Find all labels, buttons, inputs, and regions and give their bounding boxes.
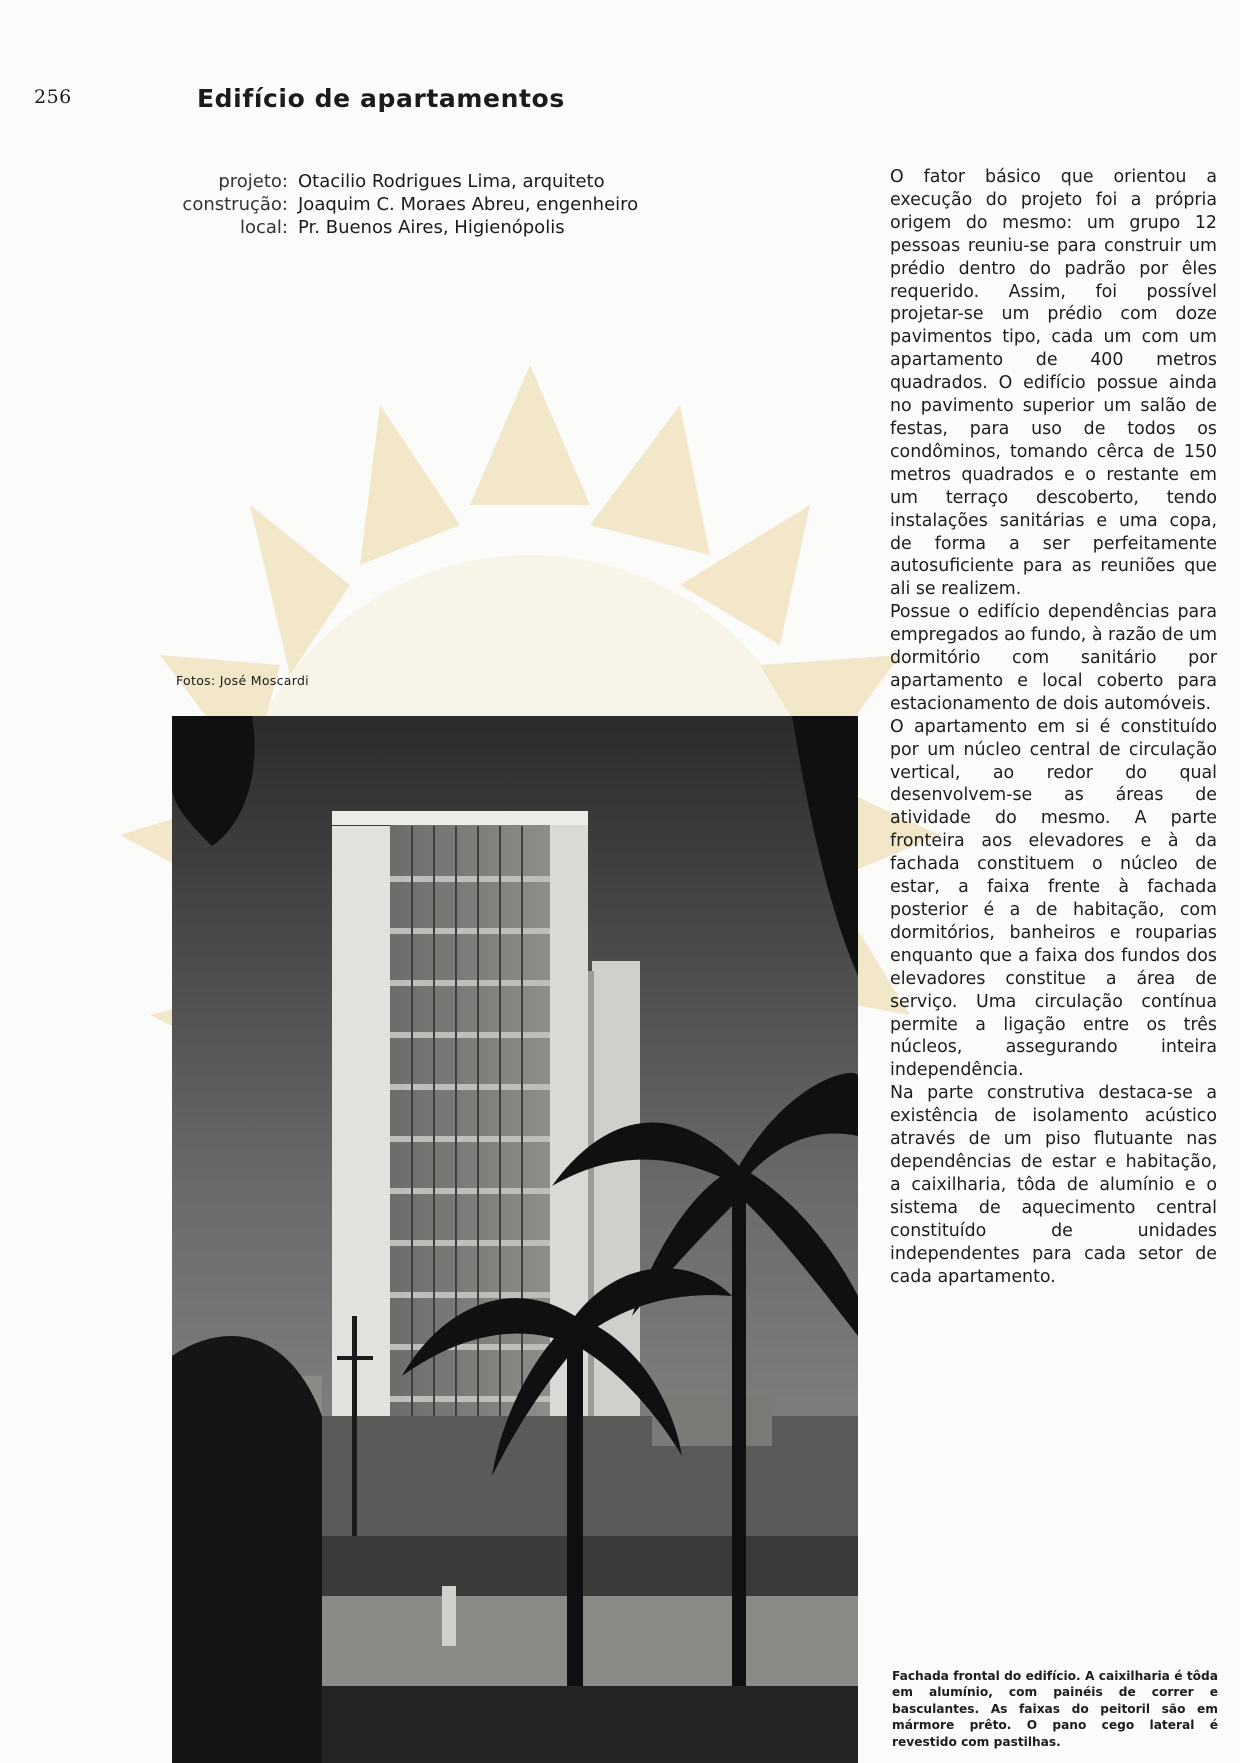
body-paragraph: Na parte construtiva destaca-se a existência de isolamento acústico através de um piso flutuante nas dependências de estar e habitação, a caixilharia, tôda de alumínio e o sistema de aquecimento central constituído de unidades independentes para cada setor de cada apartamento. bbox=[890, 1083, 1217, 1287]
page-number: 256 bbox=[34, 86, 72, 108]
body-paragraph: O apartamento em si é constituído por um núcleo central de circulação vertical, ao redor do qual desenvolvem-se as áreas de atividade do mesmo. A parte fronteira aos elevadores e à da fachada constituem o núcleo de estar, a faixa frente à fachada posterior é a de habitação, com dormitórios, banheiros e rouparias enquanto que a faixa dos fundos dos elevadores constitue a área de serviço. Uma circulação contínua permite a ligação entre os três núcleos, assegurando inteira independência. bbox=[890, 716, 1217, 1081]
credit-value: Otacilio Rodrigues Lima, arquiteto bbox=[298, 171, 605, 192]
credit-value: Pr. Buenos Aires, Higienópolis bbox=[298, 217, 565, 238]
credit-row-construction bbox=[140, 193, 680, 216]
article-body bbox=[890, 166, 1217, 1288]
photo-credit: Fotos: José Moscardi bbox=[176, 673, 309, 688]
credit-value: Joaquim C. Moraes Abreu, engenheiro bbox=[298, 194, 639, 215]
credit-label: local: bbox=[239, 217, 288, 238]
building-photo-illustration bbox=[172, 716, 858, 1763]
body-paragraph: O fator básico que orientou a execução do projeto foi a própria origem do mesmo: um grupo 12 pessoas reuniu-se para construir um prédio dentro do padrão por êles requerido. Assim, foi possível projetar-se um prédio com doze pavimentos tipo, cada um com um apartamento de 400 metros quadrados. O edifício possue ainda no pavimento superior um salão de festas, para uso de todos os condôminos, tomando cêrca de 150 metros quadrados e o restante em um terraço descoberto, tendo instalações sanitárias e uma copa, de forma a ser perfeitamente autosuficiente para as reuniões que ali se realizem. bbox=[890, 167, 1217, 600]
credit-label: projeto: bbox=[218, 171, 288, 192]
credit-label: construção: bbox=[182, 194, 288, 215]
body-paragraph: Possue o edifício dependências para empregados ao fundo, à razão de um dormitório com sanitário por apartamento e local coberto para estacionamento de dois automóveis. bbox=[890, 602, 1218, 714]
page-title: Edifício de apartamentos bbox=[197, 84, 565, 113]
project-credits bbox=[140, 170, 680, 239]
credit-row-location bbox=[140, 216, 680, 239]
building-photo bbox=[172, 716, 858, 1763]
credit-row-project bbox=[140, 170, 680, 193]
photo-caption: Fachada frontal do edifício. A caixilharia é tôda em alumínio, com painéis de correr e basculantes. As faixas do peitoril são em mármore prêto. O pano cego lateral é revestido com pastilhas. bbox=[892, 1669, 1218, 1749]
